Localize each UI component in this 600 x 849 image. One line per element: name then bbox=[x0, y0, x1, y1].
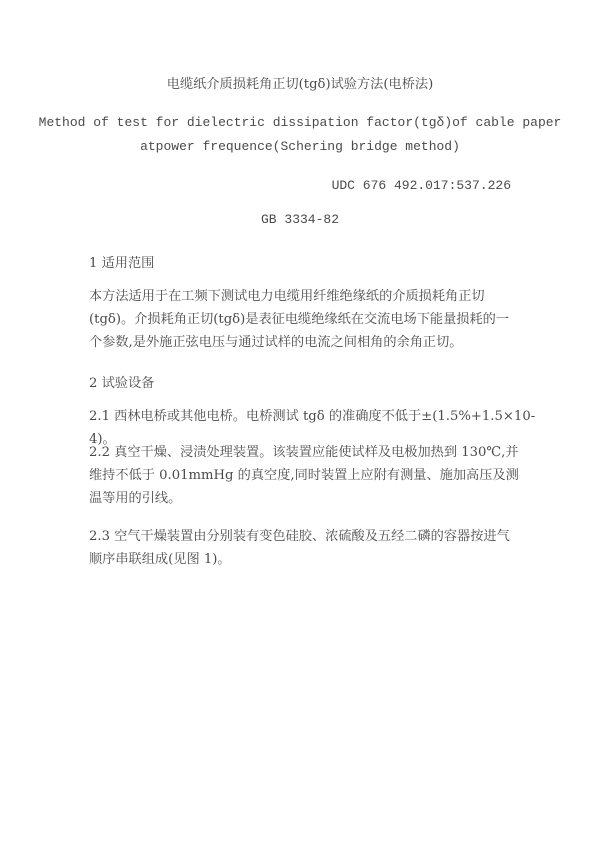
standard-code: GB 3334-82 bbox=[260, 212, 339, 227]
title-chinese: 电缆纸介质损耗角正切(tgδ)试验方法(电桥法) bbox=[166, 77, 434, 92]
section-2-3-paragraph: 2.3 空气干燥装置由分别装有变色硅胶、浓硫酸及五经二磷的容器按进气顺序串联组成(见图 1)。 bbox=[89, 529, 510, 567]
section-1-paragraph: 本方法适用于在工频下测试电力电缆用纤维绝缘纸的介质损耗角正切(tgδ)。介损耗角正切(tgδ)是表征电缆绝缘纸在交流电场下能量损耗的一个参数,是外施正弦电压与通过试样的电流之间相角的余角正切。 bbox=[89, 289, 510, 350]
section-2-2-paragraph: 2.2 真空干燥、浸渍处理装置。该装置应能使试样及电极加热到 130℃,并维持不低于 0.01mmHg 的真空度,同时装置上应附有测量、施加高压及测温等用的引线。 bbox=[89, 445, 519, 506]
title-english-line1: Method of test for dielectric dissipation factor(tgδ)of cable paper bbox=[38, 115, 562, 130]
section-1-heading: 1 适用范围 bbox=[89, 256, 155, 271]
section-2-heading: 2 试验设备 bbox=[89, 376, 155, 391]
title-english-line2: atpower frequence(Schering bridge method) bbox=[140, 139, 460, 154]
udc-code: UDC 676 492.017:537.226 bbox=[331, 178, 511, 193]
section-2-1-paragraph: 2.1 西林电桥或其他电桥。电桥测试 tgδ 的准确度不低于±(1.5%+1.5×10-4)。 bbox=[89, 409, 536, 447]
